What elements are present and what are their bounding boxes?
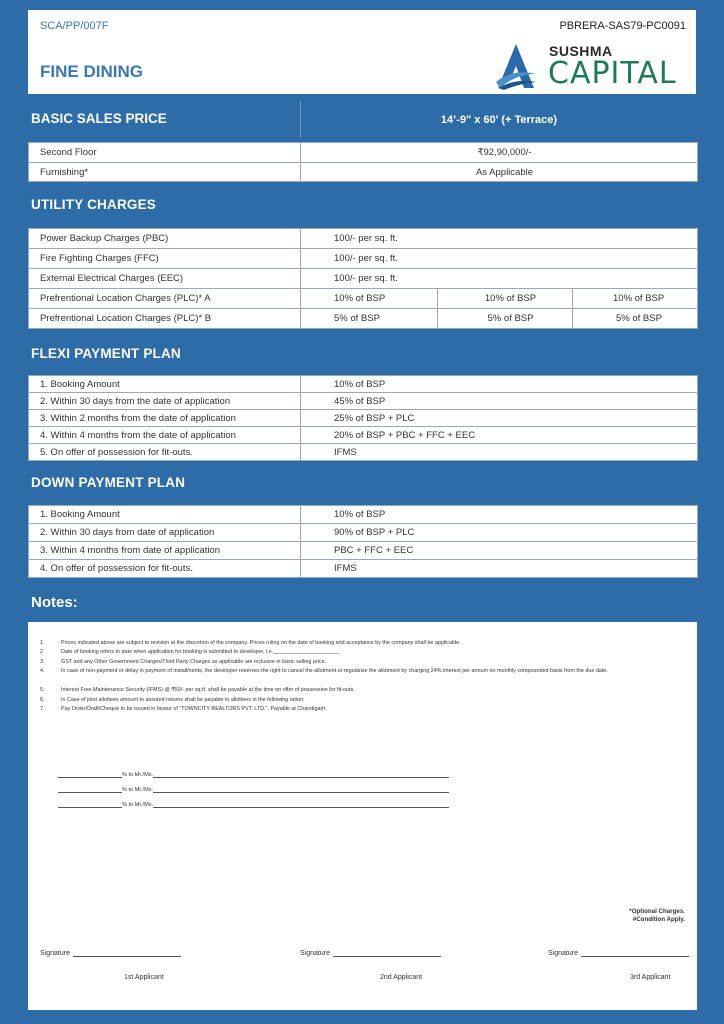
basic-sales-price-table [28,142,698,182]
document-code: SCA/PP/007F [40,20,109,32]
signature-label: Signature [548,950,578,957]
table-row [29,393,698,410]
section-title-utility-charges: UTILITY CHARGES [31,197,157,212]
notes-box [28,622,697,1010]
row-label: Furnishing* [29,163,301,182]
plc-a-value-2: 10% of BSP [438,289,573,309]
row-label: Prefrentional Location Charges (PLC)* A [29,289,301,309]
row-label: 1. Booking Amount [29,506,301,524]
table-row [29,506,698,524]
logo-text-capital: CAPITAL [548,56,677,91]
rera-number: PBRERA-SAS79-PC0091 [559,20,686,32]
row-value: 20% of BSP + PBC + FFC + EEC [301,427,698,444]
plc-b-value-3: 5% of BSP [573,309,698,329]
row-label: 3. Within 2 months from the date of application [29,410,301,427]
flexi-payment-plan-table [28,375,698,461]
row-value: 10% of BSP [301,506,698,524]
company-logo [494,42,694,92]
document-header [28,10,696,94]
table-row [29,427,698,444]
plc-b-value-2: 5% of BSP [438,309,573,329]
plc-b-value-1: 5% of BSP [301,309,438,329]
basic-sales-price-header [28,101,697,137]
row-value: 25% of BSP + PLC [301,410,698,427]
down-payment-plan-table [28,505,698,578]
table-row [29,163,698,182]
applicant-1-label: 1st Applicant [124,974,164,981]
row-label: 3. Within 4 months from date of application [29,542,301,560]
table-row [29,560,698,578]
row-label: Second Floor [29,143,301,163]
row-label: 5. On offer of possession for fit-outs. [29,444,301,461]
applicant-3-label: 3rd Applicant [630,974,671,981]
utility-charges-table [28,228,698,329]
row-value: ₹92,90,000/- [301,143,698,163]
row-value: 10% of BSP [301,376,698,393]
note-text: Date of booking refers to date when application for booking is submitted to developer, i.e.______________________ [61,649,340,655]
table-row [29,410,698,427]
row-label: 2. Within 30 days from the date of application [29,393,301,410]
table-row [29,143,698,163]
note-text: In Case of joint allottees amount to assured returns shall be payable to allottees in the following ration: [61,697,305,703]
row-label: 2. Within 30 days from date of application [29,524,301,542]
note-number: 5. [40,687,45,693]
row-label: External Electrical Charges (EEC) [29,269,301,289]
note-number: 2 [40,649,43,655]
share-label: % to Mr./Ms. [122,772,154,778]
row-label: 1. Booking Amount [29,376,301,393]
share-line[interactable] [58,802,449,808]
notes-title: Notes: [31,594,78,611]
table-row [29,542,698,560]
section-title-down-payment-plan: DOWN PAYMENT PLAN [31,475,186,490]
row-value: IFMS [301,560,698,578]
share-label: % to Mr./Ms. [122,787,154,793]
page-title: FINE DINING [40,62,143,81]
row-value: IFMS [301,444,698,461]
note-number: 6. [40,697,45,703]
row-label: Power Backup Charges (PBC) [29,229,301,249]
note-number: 1. [40,640,45,646]
row-value: 90% of BSP + PLC [301,524,698,542]
row-value: 100/- per sq. ft. [301,269,698,289]
plc-a-value-3: 10% of BSP [573,289,698,309]
row-value: PBC + FFC + EEC [301,542,698,560]
applicant-2-label: 2nd Applicant [380,974,423,981]
row-value: 45% of BSP [301,393,698,410]
note-number: 3. [40,659,45,665]
table-row [29,249,698,269]
note-number: 4. [40,668,45,674]
signature-1[interactable] [40,950,181,957]
table-row [29,524,698,542]
optional-charges-note [629,908,685,924]
optional-charges: *Optional Charges. [629,908,685,915]
section-title-flexi-payment-plan: FLEXI PAYMENT PLAN [31,346,181,361]
signature-3[interactable] [548,950,689,957]
row-label: 4. Within 4 months from the date of application [29,427,301,444]
share-line[interactable] [58,787,449,793]
share-line[interactable] [58,772,449,778]
share-label: % to Mr./Ms. [122,802,154,808]
row-value: 100/- per sq. ft. [301,229,698,249]
note-number: 7. [40,706,45,712]
row-label: Fire Fighting Charges (FFC) [29,249,301,269]
table-row [29,289,698,309]
unit-size: 14’-9" x 60' (+ Terrace) [440,114,558,126]
note-text: In case of non-payment or delay in payment of installments, the developer reserves the right to cancel the allotment or regularize the allotment by charging 24% interest per annum on monthly compounded basis from the due date. [61,668,608,674]
table-row [29,269,698,289]
note-text: Interest Free Maintenance Security (IFMS) @ ₹50/- per sq.ft. shall be payable at the time on offer of possession for fit-outs. [61,687,355,693]
signature-label: Signature [40,950,70,957]
logo-text-sushma: SUSHMA [549,43,613,59]
signature-2[interactable] [300,950,441,957]
table-row [29,444,698,461]
note-text: Prices indicated above are subject to revision at the discretion of the company. Prices ruling on the date of booking and acceptance by the company shall be applicable. [61,640,461,646]
logo-mark-icon [494,42,538,90]
note-text: Pay Order/Draft/Cheque to be issued in favour of "TOWNCITY REALTORS PVT. LTD.", Payable at Chandigarh. [61,706,327,712]
row-value: As Applicable [301,163,698,182]
condition-apply: #Condition Apply. [632,916,685,923]
row-label: 4. On offer of possession for fit-outs. [29,560,301,578]
note-text: GST and any Other Government Charges/Third Party Charges as applicable are inclusive in basic selling price. [61,659,327,665]
row-value: 100/- per sq. ft. [301,249,698,269]
table-row [29,376,698,393]
row-label: Prefrentional Location Charges (PLC)* B [29,309,301,329]
table-row [29,229,698,249]
table-row [29,309,698,329]
plc-a-value-1: 10% of BSP [301,289,438,309]
section-title-basic-sales-price: BASIC SALES PRICE [31,111,167,126]
signature-label: Signature [300,950,330,957]
